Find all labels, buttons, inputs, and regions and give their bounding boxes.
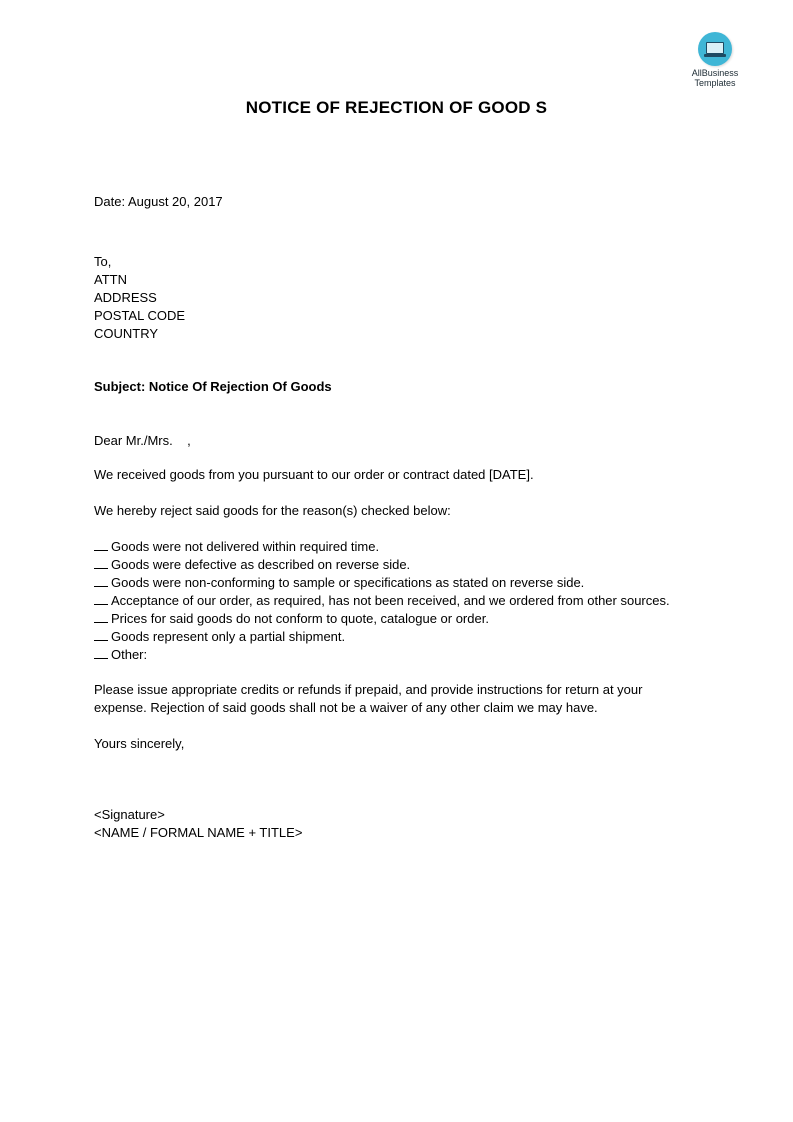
- reason-text: Prices for said goods do not conform to quote, catalogue or order.: [111, 611, 489, 626]
- reason-item: [94, 610, 670, 628]
- reason-text: Goods represent only a partial shipment.: [111, 629, 346, 644]
- recipient-country: COUNTRY: [94, 326, 159, 341]
- reasons-checklist: [94, 538, 670, 664]
- reason-text: Goods were defective as described on reverse side.: [111, 557, 411, 572]
- reason-text: Other:: [111, 647, 148, 662]
- date-line: Date: August 20, 2017: [94, 194, 223, 209]
- reason-text: Goods were not delivered within required time.: [111, 539, 380, 554]
- check-blank[interactable]: [94, 647, 108, 659]
- paragraph-issue: Please issue appropriate credits or refunds if prepaid, and provide instructions for return at your expense. Rejection of said goods shall not be a waiver of any other claim we may have.: [94, 682, 643, 715]
- reason-text: Acceptance of our order, as required, has not been received, and we ordered from other sources.: [111, 593, 670, 608]
- recipient-to: To,: [94, 254, 112, 269]
- check-blank[interactable]: [94, 539, 108, 551]
- laptop-icon: [698, 32, 732, 66]
- allbusiness-logo: [684, 32, 746, 88]
- subject-line: Subject: Notice Of Rejection Of Goods: [94, 379, 332, 394]
- signature-placeholder: <Signature>: [94, 807, 165, 822]
- reason-item: [94, 628, 670, 646]
- salutation: Dear Mr./Mrs. ,: [94, 433, 191, 448]
- paragraph-reject: We hereby reject said goods for the reason(s) checked below:: [94, 503, 451, 518]
- check-blank[interactable]: [94, 593, 108, 605]
- check-blank[interactable]: [94, 611, 108, 623]
- check-blank[interactable]: [94, 629, 108, 641]
- recipient-postal-code: POSTAL CODE: [94, 308, 186, 323]
- paragraph-received: We received goods from you pursuant to our order or contract dated [DATE].: [94, 467, 534, 482]
- logo-line-2: Templates: [694, 78, 736, 88]
- reason-item: [94, 592, 670, 610]
- reason-item: [94, 538, 670, 556]
- reason-item: [94, 646, 670, 664]
- recipient-address: ADDRESS: [94, 290, 157, 305]
- reason-item: [94, 574, 670, 592]
- name-title-placeholder: <NAME / FORMAL NAME + TITLE>: [94, 825, 303, 840]
- recipient-attn: ATTN: [94, 272, 127, 287]
- reason-text: Goods were non-conforming to sample or specifications as stated on reverse side.: [111, 575, 585, 590]
- closing: Yours sincerely,: [94, 736, 185, 751]
- check-blank[interactable]: [94, 575, 108, 587]
- check-blank[interactable]: [94, 557, 108, 569]
- reason-item: [94, 556, 670, 574]
- logo-line-1: AllBusiness: [691, 68, 739, 78]
- document-title: NOTICE OF REJECTION OF GOOD S: [245, 98, 548, 117]
